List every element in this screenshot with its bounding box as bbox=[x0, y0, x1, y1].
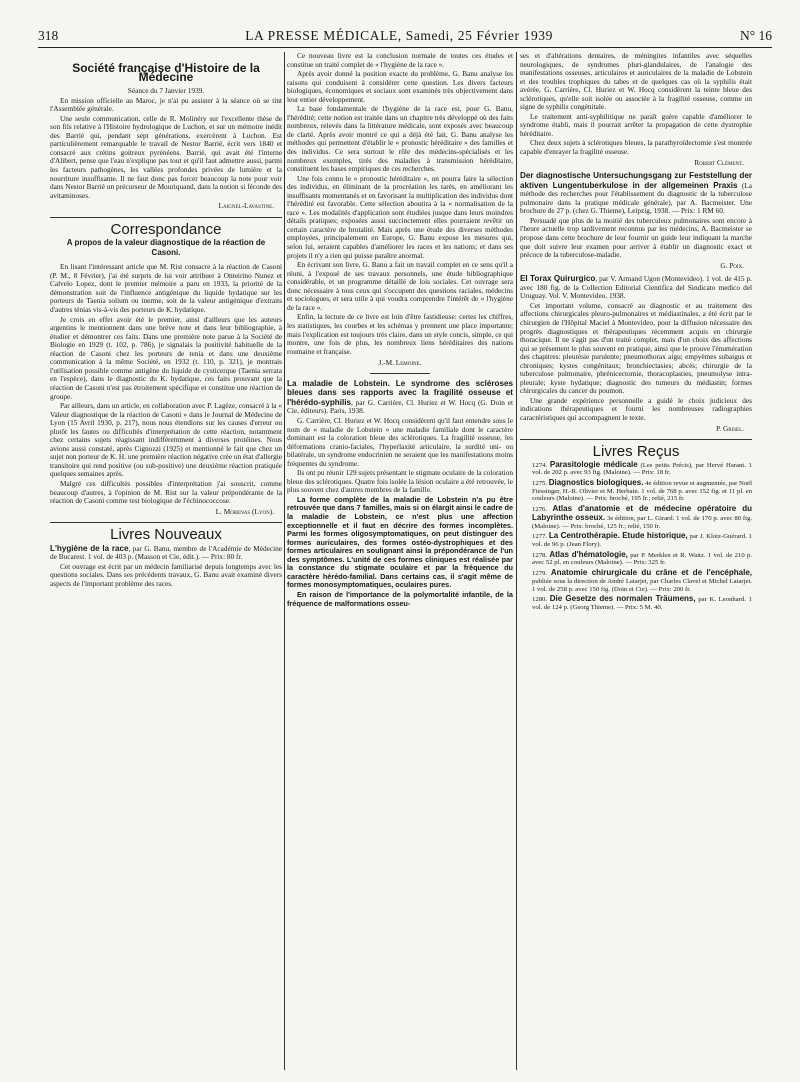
book-title: El Torax Quirurgico bbox=[520, 274, 596, 284]
paragraph: En écrivant son livre, G. Banu a fait un travail complet en ce sens qu'il a réuni, à l'exposé de ses travaux personnels, une étude bibliographique considérable, et un programme détaillé de lois sociales. Cet ouvrage sera donc nécessaire à tous ceux qui s'occupent des questions raciales, médecins et sociologues, et sera utile à qui voudra comprendre l'intérêt de « l'hygiène de la race ». bbox=[287, 260, 513, 312]
recu-title: Diagnostics biologiques. bbox=[548, 478, 644, 488]
paragraph: Cet ouvrage est écrit par un médecin familiarisé depuis longtemps avec les questions sociales. Dans ses précédents travaux, G. Banu avait examiné divers aspects de l'important problème des races. bbox=[50, 561, 282, 588]
recu-details: par K. Leonhard. 1 vol. de 124 p. (Georg Thieme). — Prix: 5 M. 40. bbox=[532, 596, 752, 611]
recu-number: 1277. bbox=[532, 533, 549, 541]
paragraph: En mission officielle au Maroc, je n'ai pu assister à la séance où se tint l'Assemblée générale. bbox=[50, 95, 282, 114]
column-divider bbox=[516, 52, 517, 1070]
correspondance-heading: Correspondance bbox=[110, 220, 222, 238]
paragraph: Une grande expérience personnelle a guidé le choix judicieux des indications thérapeutiques et fourni les nombreuses radiographies caractéristiques qui accompagnent le texte. bbox=[520, 395, 752, 423]
book-entry bbox=[520, 171, 752, 216]
section-divider bbox=[50, 217, 282, 218]
recu-item bbox=[532, 551, 752, 567]
paragraph: Je crois en effet avoir été le premier, ainsi d'ailleurs que les auteurs argentins le mentionnent dans une brève note et dans leur bibliographie, à étudier et démontrer ces faits. Dans une première note parue à la Société de Biologie en 1929 (t. 102, p. 786), je signalais la positivité habituelle de la réaction de Casoni chez les porteurs de tenia et dans une deuxième communication à la même Société, en 1932 (t. 110, p. 321), je montrais l'utilisation possible comme antigène du liquide de cysticerque (Taenia serrata en l'espèce), dans le diagnostic du K. hydatique, ces faits prouvant que la réaction de Casoni n'est pas étroitement spécifique et constitue une réaction de groupe. bbox=[50, 314, 282, 401]
recu-number: 1274. bbox=[532, 461, 550, 469]
signature: L. Morenas (Lyon). bbox=[215, 506, 274, 516]
recu-details: (Les petits Précis), par Hervé Harant. 1 vol. de 202 p. avec 93 fig. (Maloine). — Prix: 18 fr. bbox=[532, 461, 752, 477]
recu-details: publiée sous la direction de André Latarjet, par Charles Clavel et Michel Latarjet. 1 vol. de 258 p. avec 150 fig. (Doin et Cie). — Prix: 200 fr. bbox=[532, 577, 752, 593]
paragraph: Chez deux sujets à sclérotiques bleues, la parathyroïdectomie s'est montrée capable d'enrayer la fragilité osseuse. bbox=[520, 138, 752, 157]
recu-item bbox=[532, 569, 752, 593]
book-reference: , par V. Armand Ugon (Montevideo). 1 vol. de 415 p. avec 180 fig. de la Collection Editorial Cientifica del Sindicato medico del Uruguay. Vol. V. Montevideo, 1938. bbox=[520, 274, 752, 301]
livres-recus-list bbox=[520, 461, 752, 612]
paragraph: Malgré ces difficultés possibles d'interprétation j'ai souscrit, comme beaucoup d'autres, à l'opinion de M. Rist sur la valeur prépondérante de la réaction de Casoni comme test biologique de l'échinococcose. bbox=[50, 478, 282, 506]
paragraph: Le traitement anti-syphilitique ne paraît guère capable d'améliorer le syndrome établi, mais il pourrait arrêter la propagation de cette dystrophie héréditaire. bbox=[520, 111, 752, 138]
book-title: Der diagnostische Untersuchungsgang zur Feststellung der aktiven Lungentuberkulose in der allgemeinen Praxis bbox=[520, 171, 752, 190]
society-heading: Société française d'Histoire de la Médecine bbox=[72, 61, 260, 84]
book-entry bbox=[50, 544, 282, 562]
book-reference: , par G. Banu, membre de l'Académie de Médecine de Bucarest. 1 vol. de 403 p. (Masson et Cie, édit.). — Prix: 80 fr. bbox=[50, 543, 282, 562]
column-divider bbox=[284, 52, 285, 1070]
signature: Laignel-Lavastine. bbox=[218, 201, 274, 211]
paragraph: Une fois connu le « pronostic héréditaire », on pourra faire la sélection des individus, en éliminant de la procréation les tarés, en améliorant les insuffisants momentanés et en favorisant la multiplication des individus dont l'hérédité est favorable. Cette sélection aboutira à la « normalisation de la race ». Les modalités d'application sont étudiées jusque dans leurs moindres détails pratiques; exposées aussi succinctement elles pourraient revêtir un certain caractère de brutalité. Mais après une étude des diverses méthodes employées, principalement en Europe, G. Banu expose les mesures qui, selon lui, seraient capables d'améliorer les races et les nations; et dans ses projets il n'y a rien qui puisse paraître anormal. bbox=[287, 173, 513, 260]
paragraph: Ce nouveau livre est la conclusion normale de toutes ces études et constitue un traité complet de « l'hygiène de la race ». bbox=[287, 52, 513, 69]
book-title: La maladie de Lobstein. Le syndrome des scléroses bleues dans ses rapports avec la fragilité osseuse et l'hérédo-syphilis bbox=[287, 378, 513, 407]
paragraph: Ils ont pu réunir 129 sujets présentant le stigmate oculaire de la coloration bleue des sclérotiques. Quatre fois isolée la lésion oculaire a été retrouvée, le plus souvent chez d'autres membres de la famille. bbox=[287, 468, 513, 495]
paragraph: Après avoir donné la position exacte du problème, G. Banu analyse les raisons qui conduisent à considérer cette question. Les divers facteurs biologiques, économiques et sociaux sont examinés très objectivement dans leur entier développement. bbox=[287, 69, 513, 104]
paragraph: Par ailleurs, dans un article, en collaboration avec P. Lagèze, consacré à la « Valeur diagnostique de la réaction de Casoni » dans le Journal de Médecine de Lyon (15 Avril 1930, p. 217), nous nous étendions sur les causes d'erreur ou plutôt les fautes ou difficultés d'interprétation de cette réaction, notamment chez certains sujets réagissant indifféremment à diverses protéines. Nous avions aussi constaté, après Cignozzi (1925) et mentionné le fait que chez un sujet non porteur de K. H. une première réaction négative crée un état d'allergie transitoire qui rend positive (ou sub-positive) une deuxième réaction pratiquée quelques semaines après. bbox=[50, 401, 282, 479]
livres-nouveaux-heading: Livres Nouveaux bbox=[110, 526, 222, 544]
book-entry bbox=[520, 274, 752, 301]
paragraph: Persuadé que plus de la moitié des tuberculeux pulmonaires sont encore à l'heure actuelle trop tardivement reconnus par les médecins, A. Bacmeister se propose dans cette brochure de leur fournir un guide leur indiquant la marche que doit suivre leur examen pour arriver à établir un diagnostic exact et précoce de la tuberculose-maladie. bbox=[520, 215, 752, 260]
recu-item bbox=[532, 505, 752, 530]
recu-number: 1278. bbox=[532, 551, 550, 559]
recu-title: Atlas d'hématologie, bbox=[549, 549, 628, 559]
page-header bbox=[38, 22, 772, 48]
recu-item bbox=[532, 479, 752, 503]
recu-details: par J. Klotz-Guérard. 1 vol. de 96 p. (Jean Flory). bbox=[532, 533, 752, 548]
paragraph: ses et d'altérations dentaires, de méningites infantiles avec séquelles neurologiques, de syndromes pluri-glandulaires, de l'analogie des manifestations osseuses, articulaires et auriculaires de la maladie de Lobstein et des troubles trophiques du tabes et de quelques cas où la syphilis était avérée, G. Carrière, Cl. Huriez et W. Hocq considèrent la teinte bleue des sclérotiques, qu'elle soit isolée ou associée à la fragilité osseuse, comme un signe de syphilis congénitale. bbox=[520, 52, 752, 112]
recu-number: 1279. bbox=[532, 570, 551, 578]
seance-date: Séance du 7 Janvier 1939. bbox=[127, 86, 205, 96]
column-3 bbox=[520, 52, 752, 1074]
section-divider bbox=[520, 439, 752, 440]
book-reference: , par G. Carrière, Cl. Huriez et W. Hocq (G. Doin et Cie, éditeurs). Paris, 1938. bbox=[287, 397, 513, 416]
recu-number: 1276. bbox=[532, 506, 553, 514]
column-2 bbox=[287, 52, 513, 1074]
recu-title: Die Gesetze des normalen Träumens, bbox=[549, 594, 696, 604]
book-reference: (La méthode des recherches pour l'établissement du diagnostic de la tuberculose pulmonaire dans la pratique médicale générale), par A. Bacmeister. Une brochure de 27 p. (chez G. Thieme), Leipzig, 1938. — Prix: 1 RM 60. bbox=[520, 180, 752, 216]
signature: Robert Clément. bbox=[694, 157, 744, 167]
signature: J.-M. Lemoine. bbox=[378, 358, 422, 368]
recu-title: La Centrothérapie. Etude historique, bbox=[548, 531, 688, 541]
paragraph: Une seule communication, celle de R. Molinéry sur l'excellente thèse de son fils relative à l'Histoire hydrologique de Luchon, et sur un mémoire inédit des Barrié qui, pendant sept générations, exercèrent à Luchon. Est particulièrement remarquable le travail de Nestor Barrié, écrit vers 1840 et consacré aux crétins goitreux pyrénéens. Barrié, qui avait été l'interne d'Alibert, pense que l'eau n'explique pas tout et qu'il faut admettre aussi, parmi les facteurs pathogènes, les vallées profondes privées de lumière et la nourriture insuffisante. Il ne faut donc pas forcer beaucoup la note pour voir dans Nestor Barrié un précurseur de Mouriquand, dans la notion si féconde des avitaminoses. bbox=[50, 113, 282, 200]
recu-title: Atlas d'anatomie et de médecine opératoire du Labyrinthe osseux. bbox=[532, 504, 752, 522]
recu-details: par P. Merklen et R. Waitz. 1 vol. de 210 p. avec 52 pl. en couleurs (Maloine). — Prix: 325 fr. bbox=[532, 551, 752, 567]
paragraph: Cet important volume, consacré au diagnostic et au traitement des affections chirurgicales pleuro-pulmonaires et médiastinales, a été écrit par le chirurgien de l'Hôpital Maciel à Montevideo, pour la diffusion nécessaire des progrès diagnostiques et thérapeutiques récemment acquis en chirurgie thoracique. Il ne s'agit pas d'un traité complet, mais d'un choix des affections qui se présentent le plus souvent en pratique, ainsi que le prouve l'énumération des chapitres: pleurésie purulente; pneumothorax aigu; empyèmes subaigus et chroniques; kystes congénitaux; bronchiectasies; abcès; chirurgie de la tuberculose pulmonaire, phrénicectomie, thoracoplasties, pneumolyse intra-pleurale; kyste hydatique; diagnostic des tumeurs du médiastin; formes chirurgicales du cancer du poumon. bbox=[520, 300, 752, 396]
book-title: L'hygiène de la race bbox=[50, 543, 129, 553]
recu-number: 1275. bbox=[532, 480, 549, 488]
paragraph: La base fondamentale de l'hygiène de la race est, pour G. Banu, l'hérédité; cette notion est traitée dans un chapitre très développé où des faits nombreux, relevés dans la littérature médicale, sont exposés avec beaucoup de clarté. Après avoir montré ce qui a déjà été fait, G. Banu analyse les méthodes qui permettent d'établir le « pronostic héréditaire » des familles et des individus. Ce sera surtout le rôle des médecins-spécialisés et les nombreux exemples, tirés des maladies à transmission héréditaire, constituent les bases empiriques de ces recherches. bbox=[287, 104, 513, 174]
paragraph: Enfin, la lecture de ce livre est loin d'être fastidieuse: certes les chiffres, les statistiques, les courbes et les schémas y prennent une place importante; mais l'explication est toujours très claire, dans un style concis, simple, ce qui montre, une fois de plus, les nombreux liens héréditaires des nations roumaine et française. bbox=[287, 312, 513, 356]
signature: G. Poix. bbox=[720, 260, 744, 270]
paragraph: En lisant l'intéressant article que M. Rist consacre à la réaction de Casoni (P. M., 8 Février), j'ai été surpris de lui voir attribuer à Onteirino Nunez et Calvelo Lopez, dont le premier mémoire a paru en 1933, la priorité de la démonstration soit de l'influence antigénique du liquide hydatique sur les porteurs de Taenia solium ou inerme, soit de la valeur antigénique d'extraits d'autres ténias vis-à-vis des porteurs de K. hydatique. bbox=[50, 262, 282, 315]
recu-item bbox=[532, 461, 752, 477]
signature: P. Grisel. bbox=[716, 423, 744, 433]
recu-details: 3e édition, par L. Girard. 1 vol. de 170 p. avec 80 fig. (Maloine). — Prix: broché, 125 fr.; relié, 150 fr. bbox=[532, 514, 752, 530]
column-1 bbox=[50, 52, 282, 1074]
recu-details: 4e édition revue et augmentée, par Noël Fiessinger, H.-R. Olivier et M. Herbain. 1 vol. de 768 p. avec 152 fig. et 11 pl. en couleurs (Maloine). — Prix: broché, 195 fr.; relié, 215 fr. bbox=[532, 480, 752, 503]
livres-recus-heading: Livres Reçus bbox=[592, 443, 680, 461]
page-number: 318 bbox=[38, 28, 59, 43]
section-divider bbox=[50, 522, 282, 523]
paragraph: En raison de l'importance de la polymortalité infantile, de la fréquence de malformations osseu- bbox=[287, 589, 513, 608]
recu-title: Parasitologie médicale bbox=[549, 459, 638, 469]
journal-title: LA PRESSE MÉDICALE, Samedi, 25 Février 1939 bbox=[245, 28, 553, 43]
recu-item bbox=[532, 595, 752, 611]
paragraph: G. Carrière, Cl. Huriez et W. Hocq considèrent qu'il faut entendre sous le nom de « maladie de Lobstein » une maladie familiale dont le caractère dominant est la coloration bleue des sclérotiques. La fragilité osseuse, les déformations cranio-faciales, l'hyperlaxité articulaire, la surdité uni- ou bilatérale, un syndrome endocrinien ne seraient que les manifestations moins fréquentes du syndrome. bbox=[287, 416, 513, 468]
issue-number: N° 16 bbox=[739, 28, 772, 43]
recu-number: 1280. bbox=[532, 596, 550, 604]
recu-title: Anatomie chirurgicale du crâne et de l'encéphale, bbox=[550, 568, 752, 578]
recu-item bbox=[532, 532, 752, 548]
book-entry bbox=[287, 379, 513, 416]
correspondance-subtitle: A propos de la valeur diagnostique de la réaction de Casoni. bbox=[66, 238, 266, 257]
paragraph: La forme complète de la maladie de Lobstein n'a pu être retrouvée que dans 7 familles, mais si on élargit ainsi le cadre de la maladie de Lobstein, ce n'est plus une affection exceptionnelle et il faut en décrire des formes incomplètes. Parmi les formes oligosymptomatiques, on peut distinguer des formes auriculaires, des formes ostéo-dystrophiques et des formes articulaires en soulignant ainsi la prépondérance de l'un des symptômes. L'unité de ces formes cliniques est réalisée par la constance du stigmate oculaire et par la fréquence du caractère hérédo-familial. Dans certains cas, il s'agit même de formes monosymptomatiques, oculaires pures. bbox=[287, 494, 513, 590]
separator bbox=[370, 373, 430, 374]
